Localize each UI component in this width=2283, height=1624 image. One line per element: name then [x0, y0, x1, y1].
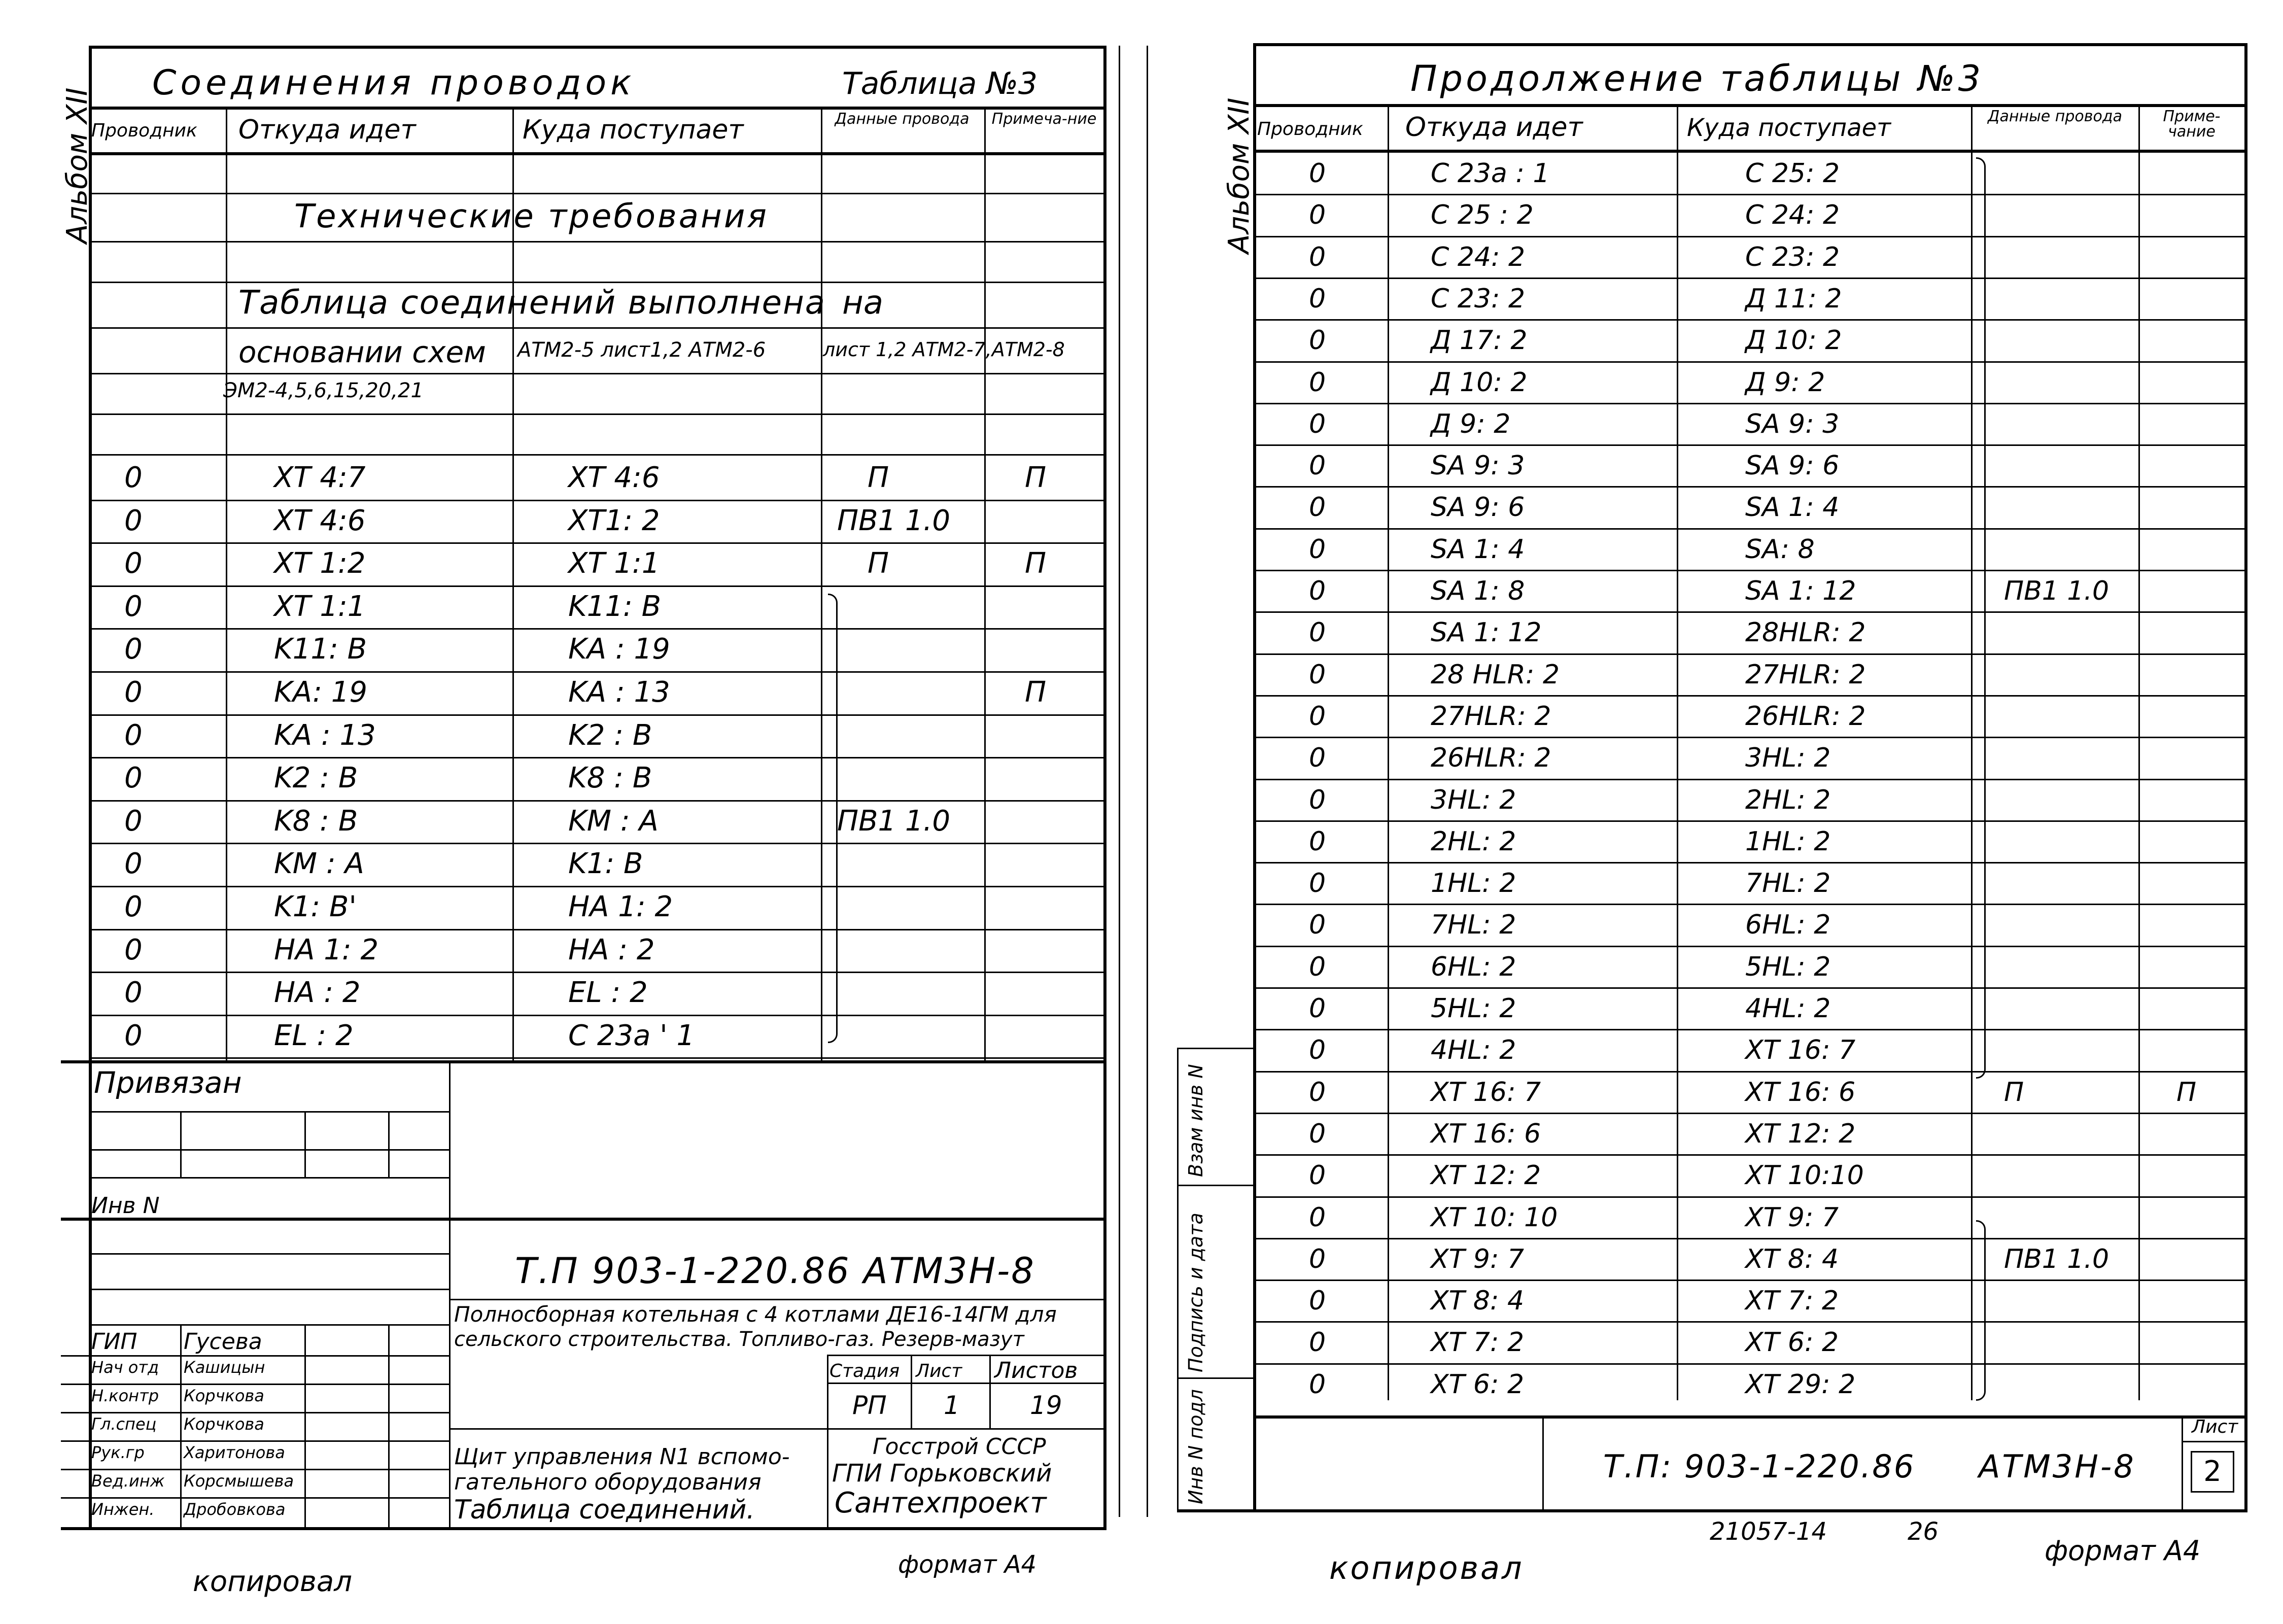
right-to-cell: 6HL: 2: [1745, 910, 1831, 941]
right-wire-cell: 0: [1309, 367, 1326, 398]
right-wire-cell: 0: [1309, 1202, 1326, 1233]
right-to-cell: 26HLR: 2: [1745, 701, 1866, 732]
left-from-cell: K11: B: [274, 633, 367, 666]
left-to-cell: KA : 13: [568, 676, 670, 709]
right-from-cell: SA 1: 12: [1431, 617, 1542, 648]
left-header-wire: Проводник: [91, 120, 197, 141]
right-from-cell: 1HL: 2: [1431, 868, 1516, 899]
left-to-cell: XT 1:1: [568, 547, 660, 580]
right-to-cell: 3HL: 2: [1745, 743, 1831, 774]
role-name: Дробовкова: [184, 1500, 286, 1519]
left-sheet-title-3: Таблица соединений.: [454, 1495, 755, 1525]
left-wire-cell: 0: [124, 1019, 143, 1052]
right-wire-cell: 0: [1309, 1160, 1326, 1191]
right-list-value: 2: [2191, 1451, 2234, 1493]
role-label: Н.контр: [91, 1386, 159, 1405]
right-doc-suffix: АТМ3Н-8: [1979, 1448, 2136, 1485]
right-to-cell: XT 16: 6: [1745, 1077, 1856, 1108]
right-side-label-inv: Инв N подл: [1185, 1389, 1207, 1504]
left-from-cell: K1: B': [274, 890, 357, 923]
left-wire-cell: 0: [124, 933, 143, 966]
left-note-line2b: АТМ2-5 лист1,2 АТМ2-6: [517, 338, 766, 362]
left-table-label: Таблица №3: [842, 66, 1038, 101]
left-sheet-title-1: Щит управления N1 вспомо-: [454, 1444, 790, 1470]
right-kopiroval: копировал: [1329, 1549, 1524, 1586]
role-name: Кашицын: [184, 1358, 265, 1377]
left-album-label: Альбом XII: [61, 87, 94, 244]
right-from-cell: XT 9: 7: [1431, 1243, 1525, 1274]
role-label: Нач отд: [91, 1358, 159, 1377]
role-label: Вед.инж: [91, 1471, 165, 1491]
right-wire-cell: 0: [1309, 408, 1326, 439]
left-stadia-value: РП: [852, 1391, 887, 1420]
left-wire-cell: 0: [124, 504, 143, 537]
right-from-cell: C 25 : 2: [1431, 200, 1534, 231]
left-title: Соединения проводок: [152, 63, 636, 103]
left-wire-cell: 0: [124, 676, 143, 709]
role-label: Инжен.: [91, 1500, 155, 1519]
right-to-cell: 4HL: 2: [1745, 993, 1831, 1024]
right-from-cell: SA 9: 3: [1431, 451, 1525, 481]
left-from-cell: K8 : B: [274, 804, 358, 838]
right-doc-code: Т.П: 903-1-220.86: [1603, 1448, 1916, 1485]
left-from-cell: XT 1:1: [274, 590, 366, 623]
right-to-cell: C 24: 2: [1745, 200, 1840, 231]
left-data-cell: П: [868, 547, 889, 580]
right-from-cell: 6HL: 2: [1431, 951, 1516, 982]
right-page-no: 26: [1908, 1517, 1939, 1546]
right-to-cell: 27HLR: 2: [1745, 659, 1866, 690]
left-from-cell: XT 1:2: [274, 547, 366, 580]
right-to-cell: SA: 8: [1745, 534, 1815, 565]
left-privyazan: Привязан: [94, 1065, 242, 1100]
right-from-cell: C 23a : 1: [1431, 158, 1550, 189]
left-header-to: Куда поступает: [523, 115, 744, 145]
right-to-cell: 1HL: 2: [1745, 826, 1831, 857]
role-label: ГИП: [91, 1329, 137, 1355]
right-title: Продолжение таблицы №3: [1410, 58, 1984, 99]
left-to-cell: XT1: 2: [568, 504, 660, 537]
right-side-label-vzam: Взам инв N: [1185, 1064, 1207, 1177]
left-org-1: Госстрой СССР: [873, 1434, 1046, 1460]
left-note-cell: П: [1025, 676, 1047, 709]
right-to-cell: XT 10:10: [1745, 1160, 1864, 1191]
role-label: Гл.спец: [91, 1414, 157, 1434]
right-to-cell: XT 9: 7: [1745, 1202, 1839, 1233]
left-note-line1: Таблица соединений выполнена: [238, 284, 826, 322]
right-from-cell: XT 10: 10: [1431, 1202, 1558, 1233]
right-wire-cell: 0: [1309, 325, 1326, 356]
left-wire-cell: 0: [124, 590, 143, 623]
right-from-cell: C 23: 2: [1431, 283, 1526, 314]
left-wire-cell: 0: [124, 718, 143, 752]
right-from-cell: XT 6: 2: [1431, 1369, 1525, 1400]
right-to-cell: SA 9: 3: [1745, 408, 1840, 439]
left-format: формат А4: [898, 1550, 1037, 1579]
left-sheet-title-2: гательного оборудования: [454, 1469, 762, 1495]
left-listov-label: Листов: [994, 1358, 1078, 1384]
right-wire-cell: 0: [1309, 283, 1326, 314]
right-from-cell: 7HL: 2: [1431, 910, 1516, 941]
left-wire-cell: 0: [124, 890, 143, 923]
right-wire-cell: 0: [1309, 534, 1326, 565]
left-from-cell: KA : 13: [274, 718, 376, 752]
right-from-cell: 3HL: 2: [1431, 784, 1516, 815]
right-to-cell: XT 29: 2: [1745, 1369, 1856, 1400]
left-data-cell: П: [868, 461, 889, 494]
right-to-cell: Д 9: 2: [1745, 367, 1825, 398]
left-wire-cell: 0: [124, 547, 143, 580]
left-desc-line1: Полносборная котельная с 4 котлами ДЕ16-14ГМ для: [454, 1302, 1057, 1327]
left-to-cell: KM : A: [568, 804, 659, 838]
left-from-cell: HA 1: 2: [274, 933, 379, 966]
right-wire-cell: 0: [1309, 451, 1326, 481]
left-org-3: Сантехпроект: [835, 1487, 1047, 1519]
left-from-cell: HA : 2: [274, 976, 361, 1010]
left-wire-cell: 0: [124, 804, 143, 838]
left-to-cell: K11: B: [568, 590, 662, 623]
right-album-label: Альбом XII: [1223, 97, 1256, 254]
right-from-cell: XT 8: 4: [1431, 1286, 1525, 1317]
right-to-cell: Д 10: 2: [1745, 325, 1842, 356]
right-from-cell: C 24: 2: [1431, 241, 1526, 272]
right-from-cell: XT 12: 2: [1431, 1160, 1541, 1191]
right-wire-cell: 0: [1309, 241, 1326, 272]
right-header-to: Куда поступает: [1687, 114, 1891, 142]
right-to-cell: Д 11: 2: [1745, 283, 1842, 314]
right-from-cell: XT 7: 2: [1431, 1327, 1525, 1358]
right-wire-cell: 0: [1309, 826, 1326, 857]
left-to-cell: XT 4:6: [568, 461, 660, 494]
left-wire-cell: 0: [124, 762, 143, 795]
left-data-cell: ПВ1 1.0: [837, 804, 951, 838]
left-listov-value: 19: [1030, 1391, 1062, 1420]
right-from-cell: 5HL: 2: [1431, 993, 1516, 1024]
role-name: Корчкова: [184, 1414, 264, 1434]
right-wire-cell: 0: [1309, 1286, 1326, 1317]
right-from-cell: Д 10: 2: [1431, 367, 1528, 398]
role-name: Корсмышева: [184, 1471, 294, 1491]
right-header-wire: Проводник: [1257, 119, 1363, 140]
role-name: Гусева: [184, 1329, 262, 1355]
left-wire-cell: 0: [124, 461, 143, 494]
right-to-cell: XT 7: 2: [1745, 1286, 1839, 1317]
right-from-cell: SA 9: 6: [1431, 492, 1525, 523]
left-to-cell: HA 1: 2: [568, 890, 673, 923]
right-wire-cell: 0: [1309, 1369, 1326, 1400]
left-to-cell: C 23a ' 1: [568, 1019, 695, 1052]
right-from-cell: Д 9: 2: [1431, 408, 1511, 439]
left-note-line2a: основании схем: [238, 335, 486, 369]
left-from-cell: XT 4:6: [274, 504, 366, 537]
right-wire-cell: 0: [1309, 743, 1326, 774]
left-tech-req: Технические требования: [294, 198, 769, 235]
right-to-cell: SA 1: 12: [1745, 576, 1856, 606]
left-note-line1-na: на: [842, 284, 884, 322]
right-data-cell: П: [2004, 1077, 2024, 1108]
right-to-cell: SA 9: 6: [1745, 451, 1840, 481]
right-wire-cell: 0: [1309, 617, 1326, 648]
right-list-label: Лист: [2192, 1416, 2238, 1437]
right-wire-cell: 0: [1309, 576, 1326, 606]
right-to-cell: XT 6: 2: [1745, 1327, 1839, 1358]
right-wire-cell: 0: [1309, 1327, 1326, 1358]
right-to-cell: 5HL: 2: [1745, 951, 1831, 982]
right-wire-cell: 0: [1309, 200, 1326, 231]
right-wire-cell: 0: [1309, 492, 1326, 523]
right-data-cell: ПВ1 1.0: [2004, 1243, 2109, 1274]
right-wire-cell: 0: [1309, 868, 1326, 899]
right-order-no: 21057-14: [1710, 1517, 1827, 1546]
left-desc-line2: сельского строительства. Топливо-газ. Резерв-мазут: [454, 1328, 1024, 1351]
right-from-cell: SA 1: 8: [1431, 576, 1525, 606]
right-wire-cell: 0: [1309, 1243, 1326, 1274]
right-wire-cell: 0: [1309, 993, 1326, 1024]
right-from-cell: 4HL: 2: [1431, 1035, 1516, 1066]
right-from-cell: XT 16: 6: [1431, 1118, 1541, 1149]
left-from-cell: K2 : B: [274, 762, 358, 795]
right-wire-cell: 0: [1309, 701, 1326, 732]
right-wire-cell: 0: [1309, 659, 1326, 690]
left-header-from: Откуда идет: [238, 115, 416, 145]
right-to-cell: XT 16: 7: [1745, 1035, 1856, 1066]
right-to-cell: XT 8: 4: [1745, 1243, 1839, 1274]
right-to-cell: C 25: 2: [1745, 158, 1840, 189]
left-to-cell: K2 : B: [568, 718, 652, 752]
right-header-from: Откуда идет: [1405, 112, 1583, 143]
right-from-cell: Д 17: 2: [1431, 325, 1528, 356]
left-list-value: 1: [944, 1391, 960, 1420]
role-label: Рук.гр: [91, 1443, 145, 1462]
left-to-cell: K8 : B: [568, 762, 652, 795]
left-to-cell: HA : 2: [568, 933, 655, 966]
right-from-cell: 28 HLR: 2: [1431, 659, 1560, 690]
right-header-data: Данные провода: [1988, 108, 2122, 125]
right-wire-cell: 0: [1309, 951, 1326, 982]
right-from-cell: 27HLR: 2: [1431, 701, 1551, 732]
left-note-line3: ЭМ2-4,5,6,15,20,21: [223, 379, 424, 402]
right-from-cell: 2HL: 2: [1431, 826, 1516, 857]
role-name: Харитонова: [184, 1443, 285, 1462]
left-note-cell: П: [1025, 461, 1047, 494]
right-wire-cell: 0: [1309, 1118, 1326, 1149]
right-to-cell: C 23: 2: [1745, 241, 1840, 272]
left-doc-code: Т.П 903-1-220.86 АТМ3Н-8: [515, 1250, 1035, 1292]
left-list-label: Лист: [916, 1361, 962, 1381]
left-wire-cell: 0: [124, 633, 143, 666]
left-to-cell: KA : 19: [568, 633, 670, 666]
left-wire-cell: 0: [124, 976, 143, 1010]
left-to-cell: K1: B: [568, 847, 643, 881]
right-from-cell: XT 16: 7: [1431, 1077, 1541, 1108]
left-org-2: ГПИ Горьковский: [832, 1459, 1052, 1488]
left-header-note: Примеча-ние: [991, 110, 1097, 128]
left-from-cell: KA: 19: [274, 676, 367, 709]
right-to-cell: 28HLR: 2: [1745, 617, 1866, 648]
left-to-cell: EL : 2: [568, 976, 648, 1010]
left-from-cell: KM : A: [274, 847, 364, 881]
right-wire-cell: 0: [1309, 158, 1326, 189]
right-to-cell: XT 12: 2: [1745, 1118, 1856, 1149]
role-name: Корчкова: [184, 1386, 264, 1405]
right-from-cell: 26HLR: 2: [1431, 743, 1551, 774]
left-kopiroval: копировал: [193, 1565, 353, 1598]
right-header-note: Приме-чание: [2163, 108, 2221, 141]
left-note-line2c: лист 1,2 АТМ2-7,АТМ2-8: [823, 338, 1065, 361]
right-wire-cell: 0: [1309, 1035, 1326, 1066]
right-to-cell: SA 1: 4: [1745, 492, 1840, 523]
right-wire-cell: 0: [1309, 784, 1326, 815]
right-from-cell: SA 1: 4: [1431, 534, 1525, 565]
left-header-data: Данные провода: [835, 110, 970, 128]
right-to-cell: 2HL: 2: [1745, 784, 1831, 815]
left-wire-cell: 0: [124, 847, 143, 881]
right-to-cell: 7HL: 2: [1745, 868, 1831, 899]
left-note-cell: П: [1025, 547, 1047, 580]
right-wire-cell: 0: [1309, 1077, 1326, 1108]
left-stadia-label: Стадия: [829, 1361, 900, 1381]
right-side-label-podpis: Подпись и дата: [1185, 1213, 1207, 1372]
right-note-cell: П: [2176, 1077, 2197, 1108]
left-from-cell: XT 4:7: [274, 461, 366, 494]
right-data-cell: ПВ1 1.0: [2004, 576, 2109, 606]
left-inv: Инв N: [91, 1193, 160, 1219]
left-from-cell: EL : 2: [274, 1019, 354, 1052]
right-wire-cell: 0: [1309, 910, 1326, 941]
right-format: формат А4: [2045, 1535, 2201, 1567]
left-data-cell: ПВ1 1.0: [837, 504, 951, 537]
